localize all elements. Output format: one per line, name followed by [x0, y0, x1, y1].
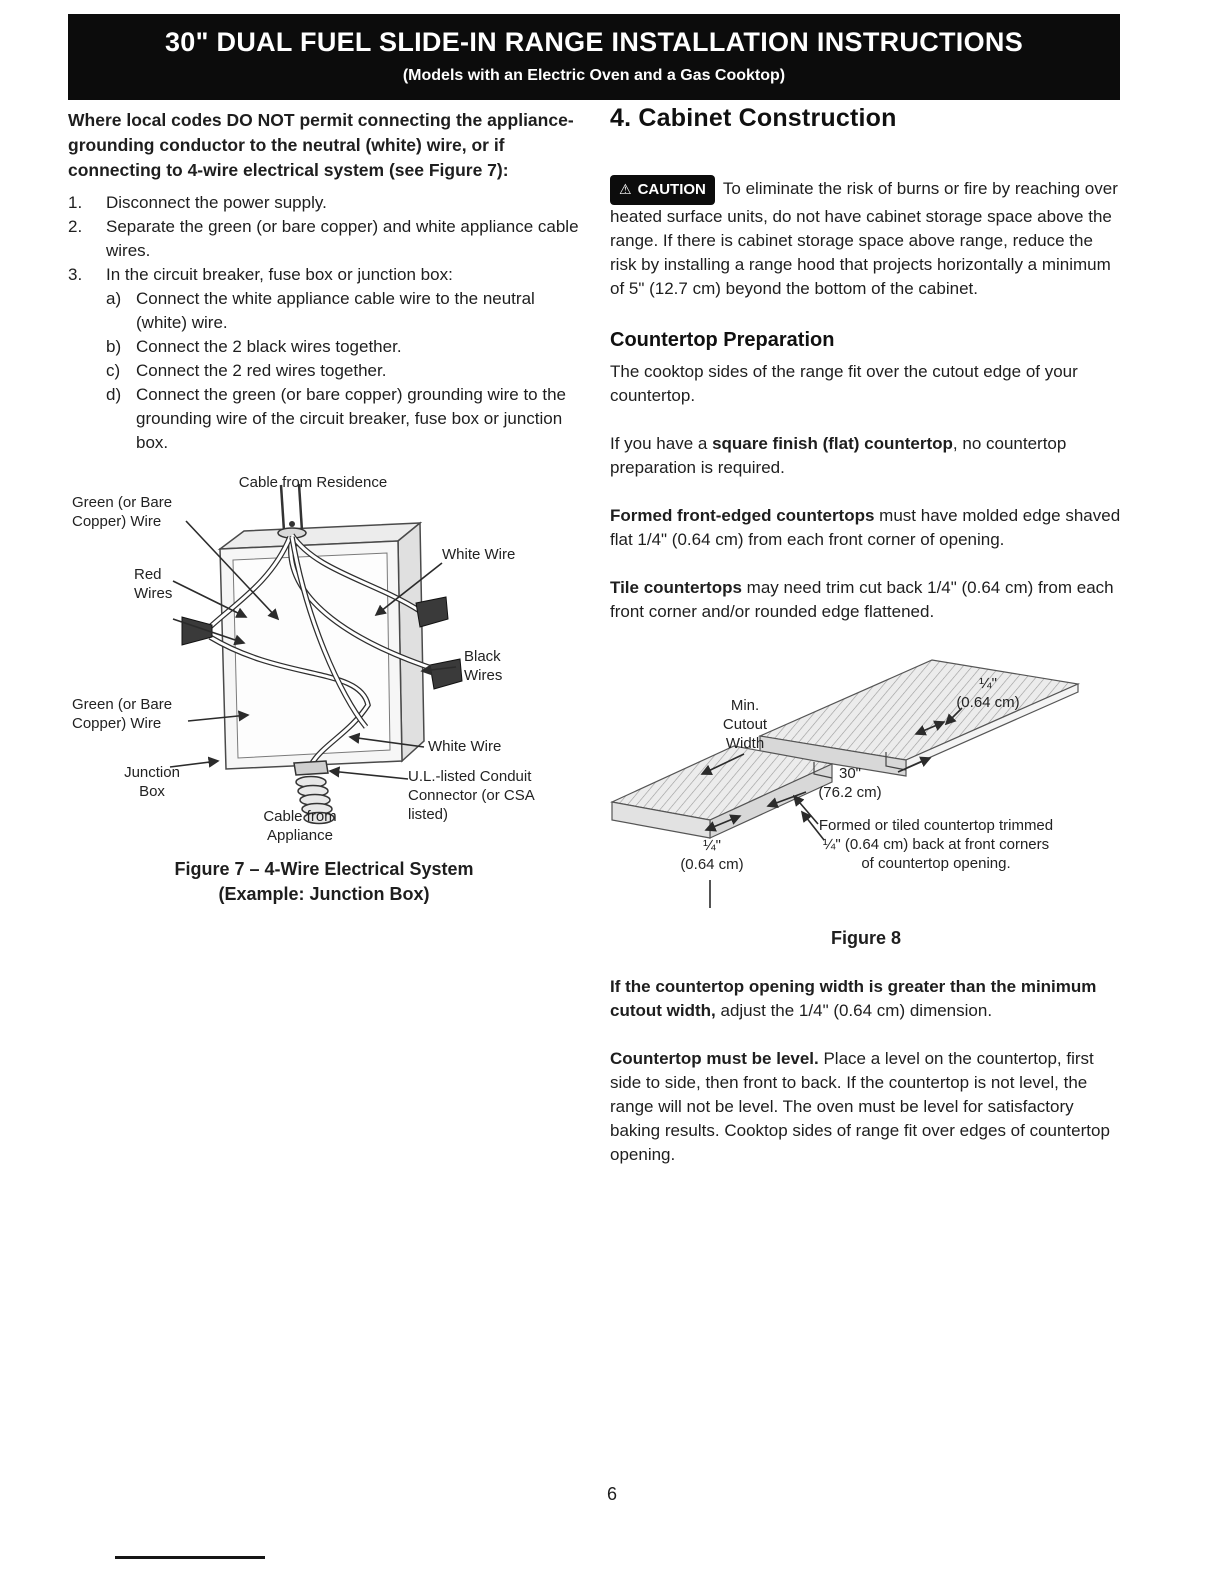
substep-letter: c) — [106, 361, 121, 380]
left-column — [68, 108, 580, 907]
opening-width-paragraph — [610, 975, 1122, 1023]
fig7-label-black-wires: Black Wires — [464, 648, 503, 684]
figure7-caption — [68, 857, 580, 907]
fig7-label-junction-box: Junction Box — [124, 764, 180, 800]
step-text: Disconnect the power supply. — [106, 193, 327, 212]
substep-d — [106, 383, 580, 455]
section-title: 4. Cabinet Construction — [610, 104, 897, 132]
caution-paragraph — [610, 175, 1122, 301]
figure7-diagram — [68, 469, 578, 851]
square-countertop-paragraph — [610, 432, 1122, 480]
formed-countertop-paragraph — [610, 504, 1122, 552]
fig8-label-quarter-inch-top — [940, 674, 1036, 712]
step-3 — [68, 263, 580, 287]
figure7-caption-line2: (Example: Junction Box) — [218, 884, 430, 904]
intro-paragraph: Where local codes DO NOT permit connecting the appliance-grounding conductor to the neutral (white) wire, or if connecting to 4-wire electrical system (see Figure 7): — [68, 110, 574, 180]
countertop-intro-paragraph: The cooktop sides of the range fit over the cutout edge of your countertop. — [610, 362, 1078, 405]
level-paragraph — [610, 1047, 1122, 1167]
step-number: 2. — [68, 217, 83, 236]
fig7-label-white-wire-bottom: White Wire — [428, 738, 502, 755]
figure7-caption-line1: Figure 7 – 4-Wire Electrical System — [174, 859, 474, 879]
fig7-label-white-wire-top: White Wire — [442, 546, 516, 563]
substep-text: Connect the white appliance cable wire to the neutral (white) wire. — [136, 289, 535, 332]
fig8-thirty-value: 30" — [838, 765, 861, 782]
caution-text: To eliminate the risk of burns or fire by reaching over heated surface units, do not have cabinet storage space above the range. If there is cabinet storage space above range, reduce the risk by installing a range hood that projects horizontally a minimum of 5" (12.7 cm) beyond the bottom of the cabinet. — [610, 179, 1118, 298]
substep-letter: d) — [106, 385, 122, 404]
step-1 — [68, 191, 580, 215]
step-number: 3. — [68, 265, 83, 284]
substep-text: Connect the 2 black wires together. — [136, 337, 402, 356]
fig7-label-cable-appliance: Cable from Appliance — [263, 808, 337, 844]
step-number: 1. — [68, 193, 83, 212]
fig8-label-quarter-inch-bottom — [666, 836, 758, 874]
document-title: 30" DUAL FUEL SLIDE-IN RANGE INSTALLATION INSTRUCTIONS — [164, 27, 1024, 57]
subsection-title-countertop-preparation: Countertop Preparation — [610, 329, 835, 351]
paragraph-bold-text: Formed front-edged countertops — [610, 506, 875, 525]
paragraph-text: If you have a — [610, 434, 713, 453]
substep-text: Connect the green (or bare copper) grounding wire to the grounding wire of the circuit breaker, fuse box or junction box. — [136, 385, 566, 452]
caution-badge — [610, 175, 715, 205]
substep-c — [106, 359, 580, 383]
document-subtitle: (Models with an Electric Oven and a Gas Cooktop) — [402, 67, 786, 84]
numbered-steps — [68, 191, 580, 455]
fig7-label-red-wires: Red Wires — [134, 566, 173, 602]
step-2 — [68, 215, 580, 263]
paragraph-bold-text: If the countertop opening width is greater than the minimum cutout width, — [610, 977, 1097, 1020]
fig8-quarter-top-value: ¼" — [979, 675, 997, 692]
substep-b — [106, 335, 580, 359]
paragraph-text: adjust the 1/4" (0.64 cm) dimension. — [715, 1001, 993, 1020]
figure8-diagram — [610, 640, 1100, 920]
caution-label: CAUTION — [637, 181, 706, 198]
fig8-thirty-cm: (76.2 cm) — [818, 784, 882, 801]
document-header — [68, 14, 1120, 100]
paragraph-text: , no countertop preparation is required. — [610, 434, 1067, 477]
fig7-label-green-wire-top: Green (or Bare Copper) Wire — [72, 494, 173, 530]
paragraph-text: Place a level on the countertop, first side to side, then front to back. If the countertop is not level, the range will not be level. The oven must be level for satisfactory baking results. Cooktop sides of range fit over edges of countertop opening. — [610, 1049, 1110, 1164]
substep-a — [106, 287, 580, 335]
right-column — [610, 104, 1122, 1167]
fig7-label-cable-residence: Cable from Residence — [238, 474, 388, 491]
fig8-label-min-cutout-width: Min. Cutout Width — [722, 697, 768, 752]
paragraph-bold-text: square finish (flat) countertop — [712, 434, 953, 453]
residence-cable — [278, 484, 306, 538]
substep-letter: a) — [106, 289, 122, 308]
figure8-caption: Figure 8 — [830, 928, 901, 948]
decorative-line — [115, 1556, 265, 1559]
fig7-label-green-wire-bottom: Green (or Bare Copper) Wire — [72, 696, 173, 732]
fig8-quarter-bottom-value: ¼" — [703, 837, 721, 854]
fig8-quarter-top-cm: (0.64 cm) — [956, 694, 1020, 711]
tile-countertop-paragraph — [610, 576, 1122, 624]
fig8-label-trim-note: Formed or tiled countertop trimmed ¼" (0.64 cm) back at front corners of countertop opening. — [818, 817, 1054, 872]
step-text: In the circuit breaker, fuse box or junction box: — [106, 265, 453, 284]
fig8-quarter-bottom-cm: (0.64 cm) — [680, 856, 744, 873]
paragraph-text: may need trim cut back 1/4" (0.64 cm) from each front corner and/or rounded edge flattened. — [610, 578, 1114, 621]
warning-icon: ⚠ — [619, 181, 632, 197]
paragraph-bold-text: Tile countertops — [610, 578, 742, 597]
substep-letter: b) — [106, 337, 122, 356]
fig8-label-thirty-inch — [802, 764, 898, 802]
substep-text: Connect the 2 red wires together. — [136, 361, 387, 380]
paragraph-text: must have molded edge shaved flat 1/4" (0.64 cm) from each front corner of opening. — [610, 506, 1121, 549]
fig7-label-conduit-connector: U.L.-listed Conduit Connector (or CSA listed) — [408, 768, 534, 823]
paragraph-bold-text: Countertop must be level. — [610, 1049, 819, 1068]
page-number: 6 — [606, 1484, 617, 1504]
step-text: Separate the green (or bare copper) and white appliance cable wires. — [106, 217, 579, 260]
